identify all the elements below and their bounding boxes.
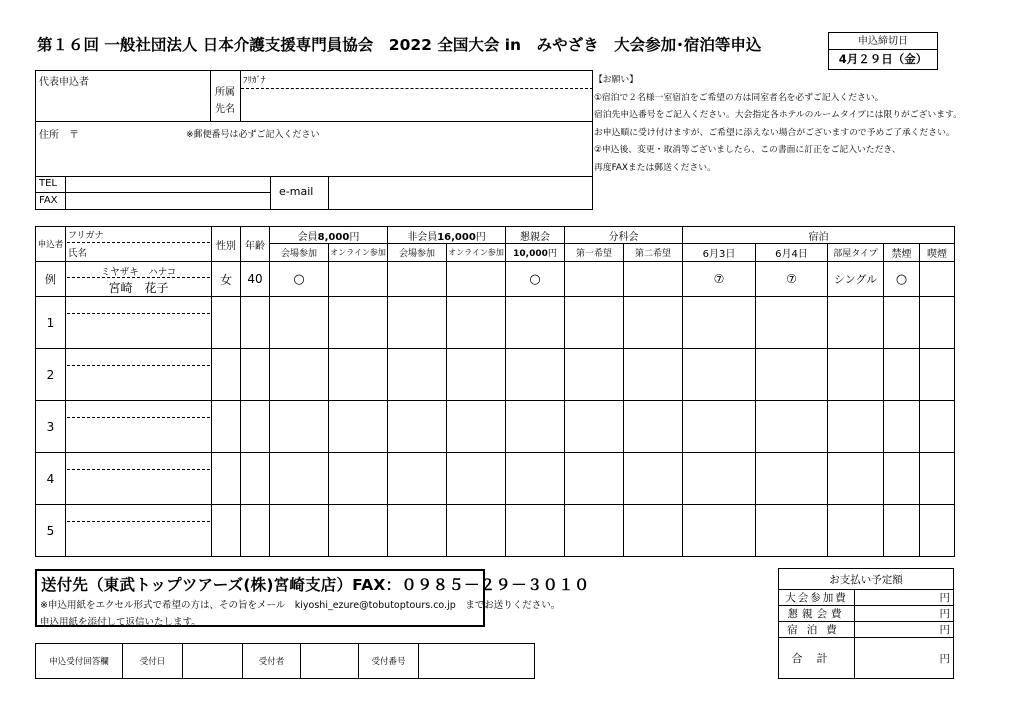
entry-member-online[interactable] — [329, 505, 388, 557]
payment-stay-amount[interactable]: 円 — [855, 622, 954, 638]
header-nonmember-online: オンライン参加 — [447, 244, 506, 262]
entry-second-choice[interactable] — [624, 453, 683, 505]
note-line: ②申込後、変更・取消等ございましたら、この書面に訂正をご記入いただき、 — [594, 145, 901, 156]
entry-day2[interactable] — [756, 453, 828, 505]
registration-table — [35, 226, 955, 557]
reception-number-label: 受付番号 — [359, 644, 419, 679]
entry-member-online[interactable] — [329, 401, 388, 453]
entry-room-type[interactable] — [828, 349, 884, 401]
entry-row — [36, 349, 955, 401]
entry-age[interactable] — [241, 349, 270, 401]
send-to-note: 申込用紙を添付して返信いたします。 — [40, 617, 201, 628]
payment-conf-label: 大会参加費 — [779, 590, 855, 606]
entry-nonmember-online[interactable] — [447, 297, 506, 349]
entry-member-venue[interactable] — [270, 297, 329, 349]
entry-party[interactable] — [506, 349, 565, 401]
entry-row-number: 5 — [36, 505, 66, 557]
affil-furigana-label: ﾌﾘｶﾞﾅ — [243, 76, 266, 86]
notes-section — [594, 72, 1019, 178]
header-name-cell — [66, 227, 212, 262]
header-member-venue: 会場参加 — [270, 244, 329, 262]
entry-name-cell[interactable] — [66, 349, 212, 401]
entry-row-number: 2 — [36, 349, 66, 401]
postal-note: ※郵便番号は必ずご記入ください — [186, 130, 320, 140]
header-first-choice: 第一希望 — [565, 244, 624, 262]
address-field[interactable] — [81, 139, 586, 173]
example-party: ○ — [506, 262, 565, 297]
entry-party[interactable] — [506, 453, 565, 505]
send-to-note: ※申込用紙をエクセル形式で希望の方は、その旨をメール kiyoshi_ezure@tobutoptours.co.jp までお送りください。 — [40, 600, 561, 611]
reception-label: 申込受付回答欄 — [36, 644, 123, 679]
header-nonsmoking: 禁煙 — [884, 244, 920, 262]
entry-party[interactable] — [506, 505, 565, 557]
entry-smoking[interactable] — [920, 401, 955, 453]
payment-title: お支払い予定額 — [779, 569, 954, 590]
entry-row — [36, 505, 955, 557]
entry-day2[interactable] — [756, 505, 828, 557]
tel-field[interactable] — [67, 177, 269, 191]
entry-nonsmoking[interactable] — [884, 401, 920, 453]
entry-first-choice[interactable] — [565, 453, 624, 505]
header-member: 会員8,000円 — [270, 227, 388, 244]
example-first — [565, 262, 624, 297]
reception-number-field[interactable] — [419, 644, 535, 679]
entry-nonmember-venue[interactable] — [388, 297, 447, 349]
entry-nonmember-online[interactable] — [447, 401, 506, 453]
example-nonmember-venue — [388, 262, 447, 297]
header-day2: 6月4日 — [756, 244, 828, 262]
entry-party[interactable] — [506, 401, 565, 453]
example-furigana: ミヤザキ ハナコ — [100, 267, 177, 278]
fax-label: FAX — [39, 195, 58, 206]
entry-age[interactable] — [241, 401, 270, 453]
header-second-choice: 第二希望 — [624, 244, 683, 262]
entry-second-choice[interactable] — [624, 297, 683, 349]
deadline-date: 4月２９日（金） — [838, 52, 928, 66]
entry-age[interactable] — [241, 453, 270, 505]
entry-nonmember-online[interactable] — [447, 349, 506, 401]
entry-day1[interactable] — [683, 349, 756, 401]
entry-day2[interactable] — [756, 401, 828, 453]
note-line: ①宿泊で２名様一室宿泊をご希望の方は同室者名を必ずご記入ください。 — [594, 92, 884, 103]
example-day2: ⑦ — [756, 262, 828, 297]
reception-person-field[interactable] — [301, 644, 359, 679]
affil-label-2: 先名 — [215, 104, 235, 115]
header-applicant: 申込者 — [36, 227, 66, 262]
entry-room-type[interactable] — [828, 453, 884, 505]
send-to-title: 送付先（東武トップツアーズ(株)宮崎支店）FAX：０９８５－２９－３０１０ — [41, 576, 590, 594]
notes-heading: 【お願い】 — [594, 75, 638, 85]
entry-smoking[interactable] — [920, 505, 955, 557]
example-label: 例 — [36, 262, 66, 297]
entry-day1[interactable] — [683, 505, 756, 557]
applicant-section — [35, 70, 593, 210]
note-line: 再度FAXまたは郵送ください。 — [594, 162, 716, 173]
entry-gender[interactable] — [212, 505, 241, 557]
entry-smoking[interactable] — [920, 453, 955, 505]
entry-member-venue[interactable] — [270, 505, 329, 557]
example-name: 宮崎 花子 — [108, 281, 169, 295]
entry-room-type[interactable] — [828, 401, 884, 453]
entry-nonmember-venue[interactable] — [388, 401, 447, 453]
affil-name-field[interactable] — [242, 90, 592, 120]
entry-room-type[interactable] — [828, 505, 884, 557]
entry-member-venue[interactable] — [270, 401, 329, 453]
deadline-box — [828, 32, 938, 70]
entry-nonsmoking[interactable] — [884, 349, 920, 401]
entry-row-number: 3 — [36, 401, 66, 453]
entry-name-cell[interactable] — [66, 505, 212, 557]
header-session: 分科会 — [565, 227, 683, 244]
header-stay: 宿泊 — [683, 227, 955, 244]
entry-nonmember-venue[interactable] — [388, 453, 447, 505]
entry-smoking[interactable] — [920, 297, 955, 349]
header-age: 年齢 — [241, 227, 270, 262]
payment-party-label: 懇親会費 — [779, 606, 855, 622]
send-to-box — [35, 569, 590, 628]
payment-total-amount[interactable]: 円 — [855, 638, 954, 679]
entry-second-choice[interactable] — [624, 401, 683, 453]
entry-nonsmoking[interactable] — [884, 505, 920, 557]
entry-row — [36, 401, 955, 453]
example-name-cell — [66, 262, 212, 297]
header-name: 氏名 — [68, 248, 88, 259]
entry-day1[interactable] — [683, 453, 756, 505]
example-smoking — [920, 262, 955, 297]
example-row — [36, 262, 955, 297]
example-room: シングル — [828, 262, 884, 297]
entry-row — [36, 453, 955, 505]
entry-day1[interactable] — [683, 297, 756, 349]
header-member-online: オンライン参加 — [329, 244, 388, 262]
header-party-fee: 10,000円 — [506, 244, 565, 262]
entry-nonsmoking[interactable] — [884, 297, 920, 349]
entry-name-cell[interactable] — [66, 297, 212, 349]
entry-nonmember-venue[interactable] — [388, 505, 447, 557]
entry-member-venue[interactable] — [270, 453, 329, 505]
tel-label: TEL — [39, 178, 57, 189]
reception-person-label: 受付者 — [243, 644, 301, 679]
header-party: 懇親会 — [506, 227, 565, 244]
example-day1: ⑦ — [683, 262, 756, 297]
fax-field[interactable] — [67, 194, 269, 209]
entry-member-online[interactable] — [329, 297, 388, 349]
entry-age[interactable] — [241, 297, 270, 349]
affil-label-1: 所属 — [215, 87, 235, 98]
entry-first-choice[interactable] — [565, 349, 624, 401]
entry-room-type[interactable] — [828, 297, 884, 349]
entry-party[interactable] — [506, 297, 565, 349]
reception-date-label: 受付日 — [123, 644, 183, 679]
email-label: e-mail — [279, 185, 314, 198]
entry-member-venue[interactable] — [270, 349, 329, 401]
header-day1: 6月3日 — [683, 244, 756, 262]
example-nonmember-online — [447, 262, 506, 297]
rep-label: 代表申込者 — [39, 77, 89, 88]
example-member-online — [329, 262, 388, 297]
entry-age[interactable] — [241, 505, 270, 557]
header-smoking: 喫煙 — [920, 244, 955, 262]
page-title: 第１６回 一般社団法人 日本介護支援専門員協会 2022 全国大会 in みやざき 大会参加･宿泊等申込 — [37, 36, 762, 54]
entry-second-choice[interactable] — [624, 505, 683, 557]
entry-nonmember-online[interactable] — [447, 453, 506, 505]
deadline-label: 申込締切日 — [829, 33, 937, 50]
entry-second-choice[interactable] — [624, 349, 683, 401]
example-member-venue: ○ — [270, 262, 329, 297]
entry-day1[interactable] — [683, 401, 756, 453]
entry-day2[interactable] — [756, 297, 828, 349]
payment-total-label: 合計 — [779, 638, 855, 679]
entry-member-online[interactable] — [329, 453, 388, 505]
example-gender: 女 — [212, 262, 241, 297]
payment-party-amount[interactable]: 円 — [855, 606, 954, 622]
entry-row — [36, 297, 955, 349]
entry-gender[interactable] — [212, 401, 241, 453]
reception-table — [35, 643, 535, 679]
entry-first-choice[interactable] — [565, 401, 624, 453]
header-furigana: フリガナ — [68, 231, 104, 241]
header-nonmember: 非会員16,000円 — [388, 227, 506, 244]
entry-nonmember-venue[interactable] — [388, 349, 447, 401]
entry-first-choice[interactable] — [565, 505, 624, 557]
entry-row-number: 4 — [36, 453, 66, 505]
example-second — [624, 262, 683, 297]
entry-row-number: 1 — [36, 297, 66, 349]
note-line: お申込順に受け付けますが、ご希望に添えない場合がございますので予めご了承ください。 — [594, 127, 955, 138]
note-line: 宿泊先申込番号をご記入ください。大会指定各ホテルのルームタイプには限りがございます。 — [594, 110, 962, 121]
entry-name-cell[interactable] — [66, 453, 212, 505]
entry-day2[interactable] — [756, 349, 828, 401]
entry-smoking[interactable] — [920, 349, 955, 401]
header-room-type: 部屋タイプ — [828, 244, 884, 262]
example-age: 40 — [241, 262, 270, 297]
email-field[interactable] — [330, 177, 590, 209]
header-nonmember-venue: 会場参加 — [388, 244, 447, 262]
header-gender: 性別 — [212, 227, 241, 262]
payment-conf-amount[interactable]: 円 — [855, 590, 954, 606]
entry-nonsmoking[interactable] — [884, 453, 920, 505]
entry-first-choice[interactable] — [565, 297, 624, 349]
entry-name-cell[interactable] — [66, 401, 212, 453]
address-label: 住所 〒 — [39, 130, 79, 141]
entry-nonmember-online[interactable] — [447, 505, 506, 557]
entry-gender[interactable] — [212, 349, 241, 401]
entry-gender[interactable] — [212, 297, 241, 349]
example-nonsmoking: ○ — [884, 262, 920, 297]
payment-table — [778, 568, 954, 679]
reception-date-field[interactable] — [183, 644, 243, 679]
payment-stay-label: 宿泊費 — [779, 622, 855, 638]
entry-gender[interactable] — [212, 453, 241, 505]
entry-member-online[interactable] — [329, 349, 388, 401]
